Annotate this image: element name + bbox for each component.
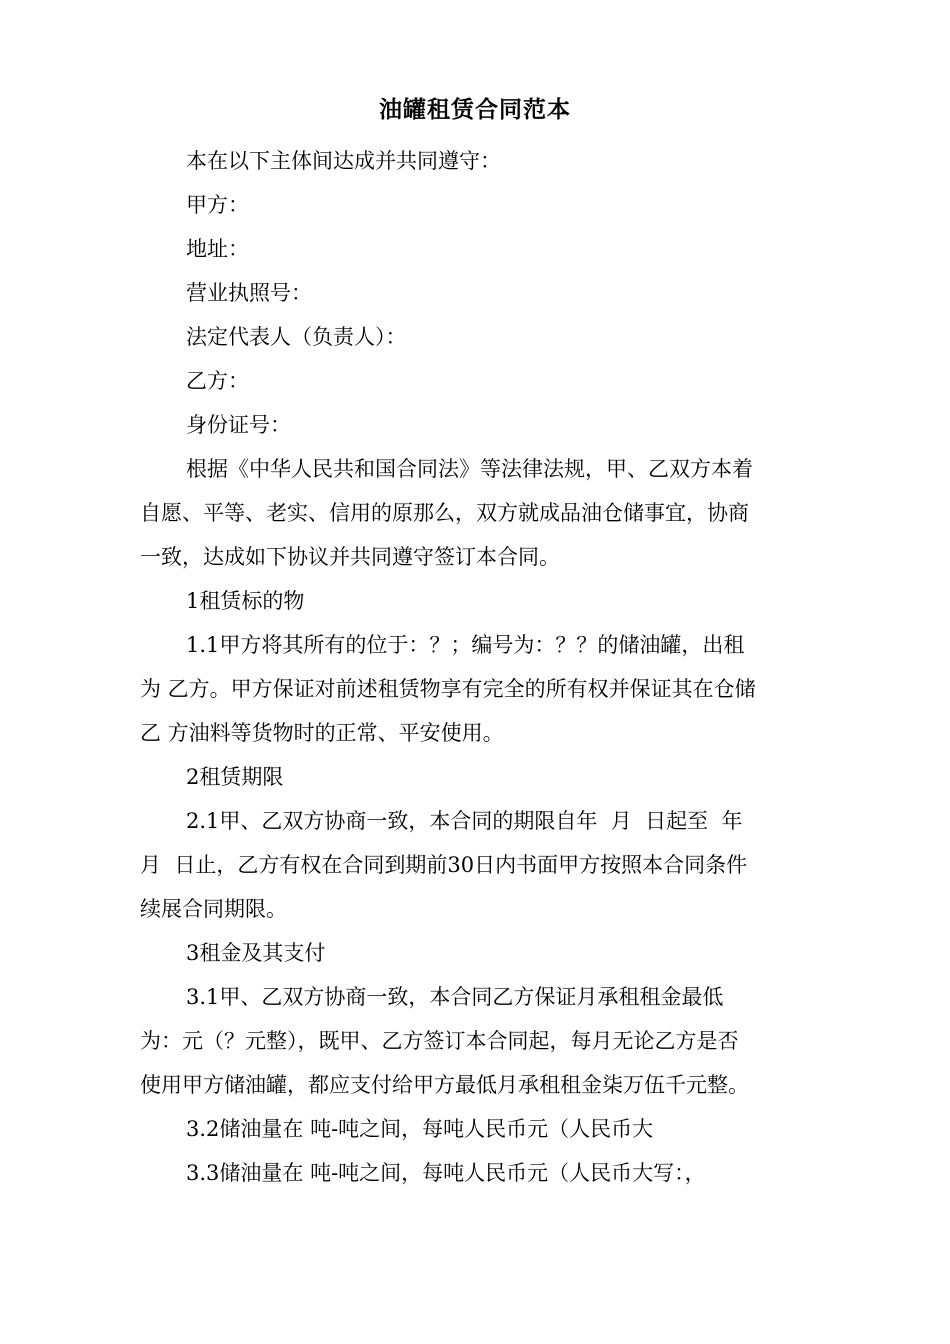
preamble-paragraph <box>140 447 820 579</box>
id-number-label: 身份证号： <box>186 413 291 437</box>
clause-2-1 <box>140 799 820 931</box>
clause-2-1-line-1: 2.1甲、乙双方协商一致，本合同的期限自年 月 日起至 年 <box>186 809 743 833</box>
clause-3-2: 3.2储油量在 吨-吨之间，每吨人民币元（人民币大 <box>186 1117 654 1141</box>
clause-3-1-line-3: 使用甲方储油罐，都应支付给甲方最低月承租租金柒万伍千元整。 <box>140 1073 749 1097</box>
clause-1-1 <box>140 623 820 755</box>
clause-2-1-line-2: 月 日止，乙方有权在合同到期前30日内书面甲方按照本合同条件 <box>140 853 748 877</box>
clause-2-1-line-3: 续展合同期限。 <box>140 897 287 921</box>
clause-1-1-line-3: 乙 方油料等货物时的正常、平安使用。 <box>140 721 504 745</box>
clause-3-1 <box>140 975 820 1107</box>
intro-line: 本在以下主体间达成并共同遵守： <box>186 149 501 173</box>
clause-3-1-line-2: 为：元（？元整），既甲、乙方签订本合同起，每月无论乙方是否 <box>140 1029 739 1053</box>
preamble-line-3: 一致，达成如下协议并共同遵守签订本合同。 <box>140 545 560 569</box>
legal-rep-label: 法定代表人（负责人）： <box>186 325 407 349</box>
party-a-label: 甲方： <box>186 193 249 217</box>
clause-1-1-line-2: 为 乙方。甲方保证对前述租赁物享有完全的所有权并保证其在仓储 <box>140 677 756 701</box>
license-label: 营业执照号： <box>186 281 312 305</box>
section-1-heading: 1租赁标的物 <box>186 589 305 613</box>
preamble-line-1: 根据《中华人民共和国合同法》等法律法规，甲、乙双方本着 <box>186 457 753 481</box>
document-title: 油罐租赁合同范本 <box>379 96 571 123</box>
clause-3-1-line-1: 3.1甲、乙双方协商一致，本合同乙方保证月承租租金最低 <box>186 985 724 1009</box>
preamble-line-2: 自愿、平等、老实、信用的原那么，双方就成品油仓储事宜，协商 <box>140 501 749 525</box>
document-body <box>140 139 820 1195</box>
section-2-heading: 2租赁期限 <box>186 765 284 789</box>
party-b-label: 乙方： <box>186 369 249 393</box>
clause-3-3: 3.3储油量在 吨-吨之间，每吨人民币元（人民币大写：， <box>186 1161 706 1185</box>
address-label: 地址： <box>186 237 249 261</box>
section-3-heading: 3租金及其支付 <box>186 941 326 965</box>
clause-1-1-line-1: 1.1甲方将其所有的位于：？；编号为：？？的储油罐，出租 <box>186 633 745 657</box>
